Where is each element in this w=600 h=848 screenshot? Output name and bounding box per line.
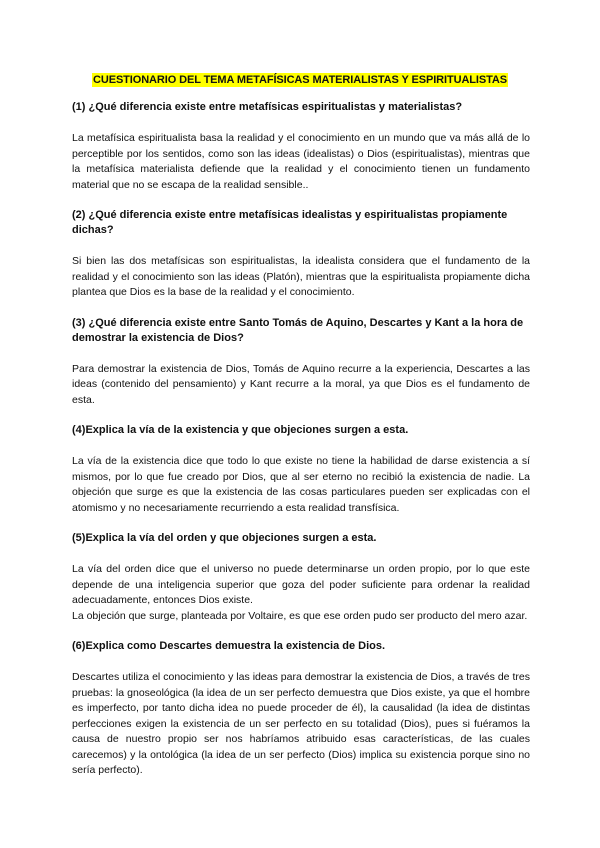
answer-5 (72, 562, 530, 624)
question-6: (6)Explica como Descartes demuestra la existencia de Dios. (72, 640, 386, 652)
question-2: (2) ¿Qué diferencia existe entre metafísicas idealistas y espiritualistas propiamente dichas? (72, 209, 508, 236)
question-4: (4)Explica la vía de la existencia y que objeciones surgen a esta. (72, 424, 409, 436)
answer-1 (72, 131, 530, 193)
section-1 (72, 100, 530, 193)
answer-5-text-2: La objeción que surge, planteada por Voltaire, es que ese orden pudo ser producto del mero azar. (72, 609, 528, 622)
answer-6-text: Descartes utiliza el conocimiento y las ideas para demostrar la existencia de Dios, a través de tres pruebas: la gnoseológica (la idea de un ser perfecto demuestra que Dios existe, ya que el hombre es imperfecto, por tanto dicha idea no puede proceder de él), la causalidad (la idea de distintas perfecciones exigen la existencia de un ser perfecto en su totalidad (Dios), pues si fuéramos la causa de nuestro propio ser nos habríamos atribuido esas características, de las cuales carecemos) y la ontológica (la idea de un ser perfecto (Dios) implica su existencia porque sino no sería perfecto). (72, 671, 530, 776)
section-2 (72, 208, 530, 301)
answer-3-text: Para demostrar la existencia de Dios, Tomás de Aquino recurre a la experiencia, Descartes a las ideas (contenido del pensamiento) y Kant recurre a la moral, ya que Dios es el fundamento de esta. (72, 362, 530, 406)
answer-1-text: La metafísica espiritualista basa la realidad y el conocimiento en un mundo que va más allá de lo perceptible por los sentidos, como son las ideas (idealistas) o Dios (espiritualistas), mientras que la metafísica materialista defiende que la realidad y el conocimiento tienen un fundamento material que no se escapa de la realidad sensible.. (72, 132, 530, 191)
answer-5-text: La vía del orden dice que el universo no puede determinarse un orden propio, por lo que este depende de una inteligencia superior que goza del poder suficiente para ordenar la realidad adecuadamente, entonces Dios existe. (72, 563, 530, 606)
question-5: (5)Explica la vía del orden y que objeciones surgen a esta. (72, 532, 377, 544)
section-6 (72, 639, 530, 779)
answer-2 (72, 254, 530, 301)
section-3 (72, 316, 530, 409)
answer-2-text: Si bien las dos metafísicas son espiritualistas, la idealista considera que el fundamento de la realidad y el conocimiento son las ideas (Platón), mientras que la espiritualista propiamente dicha plantea que Dios es la base de la realidad y el conocimiento. (72, 255, 530, 298)
question-3: (3) ¿Qué diferencia existe entre Santo Tomás de Aquino, Descartes y Kant a la hora de demostrar la existencia de Dios? (72, 316, 524, 344)
answer-3 (72, 362, 530, 409)
document-title: CUESTIONARIO DEL TEMA METAFÍSICAS MATERIALISTAS Y ESPIRITUALISTAS (93, 74, 507, 86)
answer-4-text: La vía de la existencia dice que todo lo que existe no tiene la habilidad de darse existencia a sí mismos, por lo que fue creado por Dios, que al ser eterno no recibió la existencia de nadie. La objeción que surge es que la existencia de las cosas particulares pueden ser explicadas con el atomismo y no necesariamente recurriendo a esta realidad transfísica. (72, 455, 530, 514)
answer-4 (72, 454, 530, 516)
question-1: (1) ¿Qué diferencia existe entre metafísicas espiritualistas y materialistas? (72, 101, 463, 113)
answer-6 (72, 670, 530, 779)
section-4 (72, 423, 530, 516)
title-container (0, 70, 600, 88)
section-5 (72, 531, 530, 624)
document-body (72, 100, 530, 794)
